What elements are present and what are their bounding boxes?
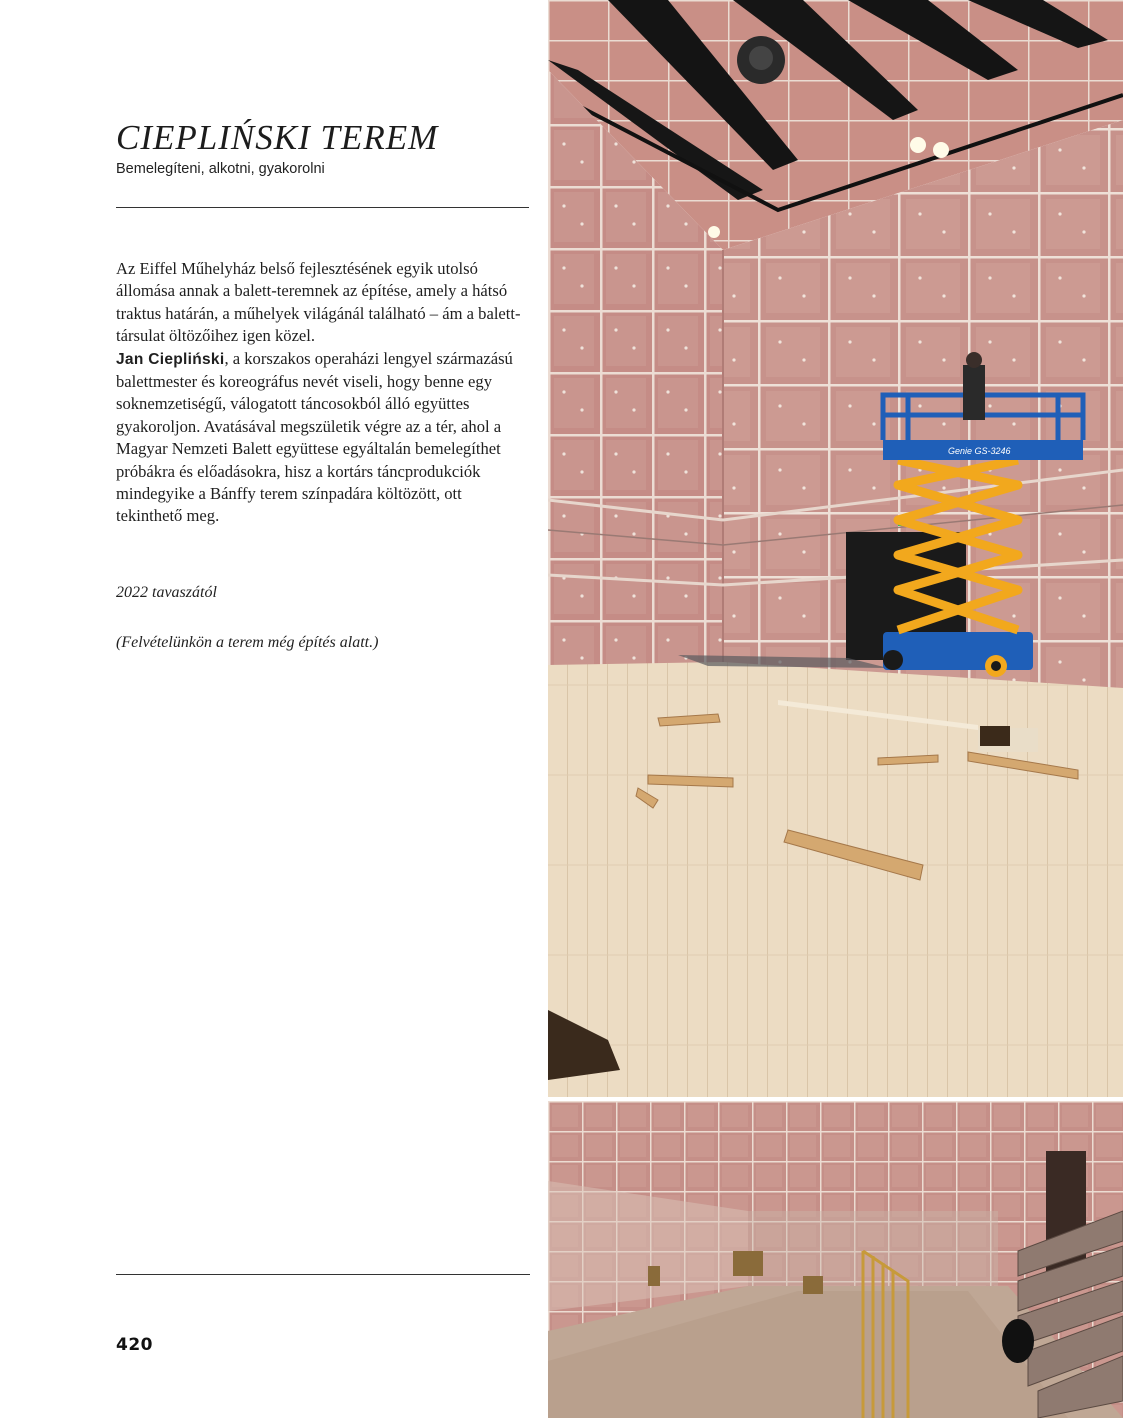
ballet-hall-photo — [548, 0, 1123, 1097]
paragraph-1-text: Az Eiffel Műhelyház belső fejlesztésének egyik utolsó állomása annak a balett-teremnek az építése, amely a hátsó traktus határán, a műhelyek világánál található – ám a balett-társulat öltözőihez igen közel. — [116, 259, 521, 346]
body-paragraph — [116, 258, 532, 528]
photo-caption: (Felvételünkön a terem még építés alatt.) — [116, 634, 379, 651]
date-note: 2022 tavaszától — [116, 584, 217, 601]
bottom-divider — [116, 1274, 530, 1275]
hall-interior-photo — [548, 1101, 1123, 1418]
article-title: CIEPLIŃSKI TEREM — [116, 118, 439, 157]
lift-label: Genie GS-3246 — [948, 446, 1011, 456]
article-body — [116, 258, 532, 528]
text-column — [0, 0, 548, 1418]
top-divider — [116, 207, 529, 208]
paragraph-2-text: , a korszakos operaházi lengyel származású balettmester és koreográfus nevét viseli, hogy benne egy soknemzetiségű, válogatott táncosokból álló együttes gyakoroljon. Avatásával megszületik végre az a tér, ahol a Magyar Nemzeti Balett együttese egyáltalán bemelegíthet próbákra és előadásokra, hisz a kortárs táncprodukciók mindegyike a Bánffy terem színpadára költözött, ott tekinthető meg. — [116, 348, 513, 526]
person-name: Jan Ciepliński — [116, 350, 225, 368]
article-subtitle: Bemelegíteni, alkotni, gyakorolni — [116, 161, 325, 177]
page-number: 420 — [116, 1335, 153, 1355]
